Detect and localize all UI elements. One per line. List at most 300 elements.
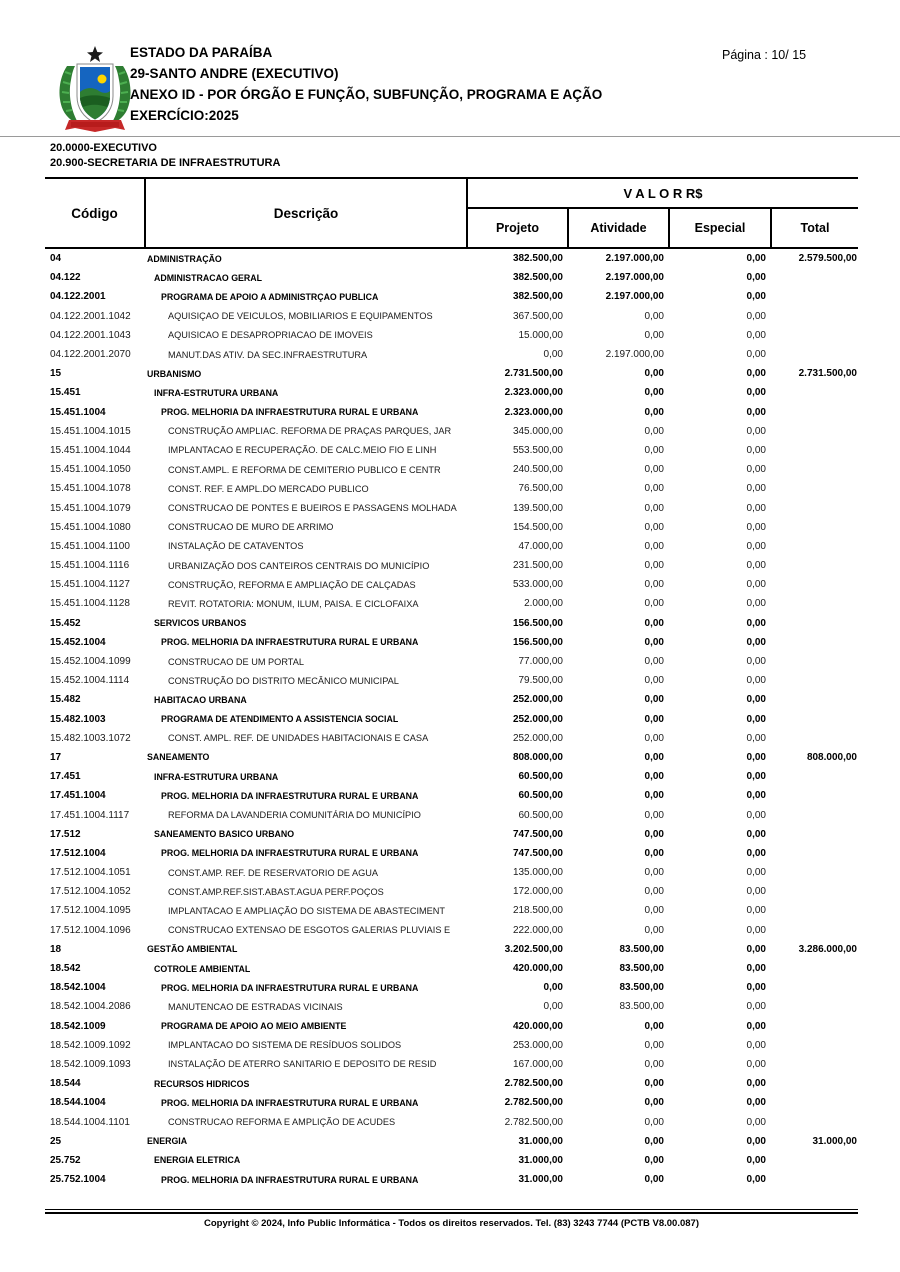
row-description: CONST.AMP.REF.SIST.ABAST.AGUA PERF.POÇOS xyxy=(168,886,384,897)
cell-projeto: 420.000,00 xyxy=(512,963,563,975)
cell-projeto: 420.000,00 xyxy=(512,1020,563,1032)
cell-atividade: 83.500,00 xyxy=(619,943,664,955)
table-row xyxy=(45,901,858,920)
table-row xyxy=(45,594,858,613)
row-code: 18.544.1004 xyxy=(50,1097,106,1109)
cell-especial: 0,00 xyxy=(746,425,766,437)
row-description: SANEAMENTO xyxy=(147,752,210,763)
row-code: 04.122.2001.1043 xyxy=(50,329,131,341)
cell-especial: 0,00 xyxy=(746,732,766,744)
budget-table xyxy=(45,177,858,1189)
row-description: PROG. MELHORIA DA INFRAESTRUTURA RURAL E URBANA xyxy=(161,637,419,648)
cell-atividade: 0,00 xyxy=(644,713,664,725)
cell-atividade: 0,00 xyxy=(644,560,664,572)
cell-atividade: 0,00 xyxy=(644,1154,664,1166)
header-exercise: EXERCÍCIO:2025 xyxy=(130,108,239,123)
row-description: INFRA-ESTRUTURA URBANA xyxy=(154,771,279,782)
row-description: COTROLE AMBIENTAL xyxy=(154,963,251,974)
cell-especial: 0,00 xyxy=(746,406,766,418)
row-code: 17 xyxy=(50,751,62,763)
table-row xyxy=(45,326,858,345)
row-code: 18.542.1009.1093 xyxy=(50,1058,131,1070)
cell-projeto: 252.000,00 xyxy=(512,713,563,725)
cell-atividade: 2.197.000,00 xyxy=(605,272,664,284)
cell-projeto: 15.000,00 xyxy=(518,329,563,341)
column-header-projeto: Projeto xyxy=(468,209,569,247)
cell-projeto: 47.000,00 xyxy=(518,540,563,552)
budget-table-body xyxy=(45,249,858,1189)
cell-atividade: 0,00 xyxy=(644,502,664,514)
cell-atividade: 83.500,00 xyxy=(619,963,664,975)
table-row xyxy=(45,364,858,383)
cell-atividade: 0,00 xyxy=(644,464,664,476)
cell-projeto: 167.000,00 xyxy=(512,1058,563,1070)
cell-atividade: 0,00 xyxy=(644,1058,664,1070)
cell-projeto: 253.000,00 xyxy=(512,1039,563,1051)
cell-especial: 0,00 xyxy=(746,982,766,994)
cell-especial: 0,00 xyxy=(746,790,766,802)
row-description: SANEAMENTO BASICO URBANO xyxy=(154,829,295,840)
row-description: ENERGIA xyxy=(147,1136,188,1147)
row-code: 18.542.1009.1092 xyxy=(50,1039,131,1051)
cell-especial: 0,00 xyxy=(746,387,766,399)
row-description: CONST.AMP. REF. DE RESERVATORIO DE AGUA xyxy=(168,867,378,878)
row-code: 04 xyxy=(50,253,62,265)
row-description: HABITACAO URBANA xyxy=(154,694,247,705)
cell-especial: 0,00 xyxy=(746,579,766,591)
budget-table-header xyxy=(45,177,858,249)
table-row xyxy=(45,403,858,422)
cell-atividade: 0,00 xyxy=(644,847,664,859)
cell-projeto: 2.323.000,00 xyxy=(504,387,563,399)
cell-especial: 0,00 xyxy=(746,924,766,936)
table-row xyxy=(45,882,858,901)
row-description: URBANIZAÇÃO DOS CANTEIROS CENTRAIS DO MUNICÍPIO xyxy=(168,560,430,571)
cell-projeto: 31.000,00 xyxy=(518,1135,563,1147)
row-code: 17.512.1004.1052 xyxy=(50,886,131,898)
document-header xyxy=(130,42,602,126)
cell-especial: 0,00 xyxy=(746,368,766,380)
row-code: 15.482 xyxy=(50,694,81,706)
row-description: CONST. AMPL. REF. DE UNIDADES HABITACIONAIS E CASA xyxy=(168,733,429,744)
row-code: 15.482.1003 xyxy=(50,713,106,725)
cell-projeto: 2.731.500,00 xyxy=(504,368,563,380)
cell-atividade: 0,00 xyxy=(644,905,664,917)
cell-projeto: 0,00 xyxy=(543,1001,563,1013)
table-row xyxy=(45,460,858,479)
cell-projeto: 218.500,00 xyxy=(512,905,563,917)
cell-projeto: 2.782.500,00 xyxy=(504,1078,563,1090)
cell-especial: 0,00 xyxy=(746,540,766,552)
row-description: CONSTRUÇÃO, REFORMA E AMPLIAÇÃO DE CALÇADAS xyxy=(168,579,416,590)
row-description: URBANISMO xyxy=(147,368,202,379)
cell-atividade: 0,00 xyxy=(644,444,664,456)
row-code: 15.451.1004.1116 xyxy=(50,560,130,572)
table-row xyxy=(45,614,858,633)
cell-especial: 0,00 xyxy=(746,1020,766,1032)
cell-especial: 0,00 xyxy=(746,694,766,706)
cell-atividade: 0,00 xyxy=(644,809,664,821)
cell-projeto: 156.500,00 xyxy=(512,636,563,648)
row-description: INSTALAÇÃO DE CATAVENTOS xyxy=(168,541,304,552)
row-code: 17.512.1004 xyxy=(50,847,106,859)
cell-projeto: 31.000,00 xyxy=(518,1174,563,1186)
cell-atividade: 0,00 xyxy=(644,732,664,744)
cell-atividade: 0,00 xyxy=(644,636,664,648)
row-code: 25.752.1004 xyxy=(50,1174,106,1186)
table-row xyxy=(45,671,858,690)
row-description: CONSTRUÇÃO DO DISTRITO MECÂNICO MUNICIPAL xyxy=(168,675,399,686)
row-code: 17.512.1004.1051 xyxy=(50,867,131,879)
table-row xyxy=(45,1036,858,1055)
cell-projeto: 31.000,00 xyxy=(518,1154,563,1166)
row-description: PROG. MELHORIA DA INFRAESTRUTURA RURAL E URBANA xyxy=(161,1097,419,1108)
row-code: 15.452.1004 xyxy=(50,636,106,648)
row-description: CONSTRUCAO DE UM PORTAL xyxy=(168,656,304,667)
cell-projeto: 231.500,00 xyxy=(512,560,563,572)
row-description: GESTÃO AMBIENTAL xyxy=(147,944,238,955)
cell-atividade: 0,00 xyxy=(644,886,664,898)
cell-especial: 0,00 xyxy=(746,713,766,725)
row-description: PROG. MELHORIA DA INFRAESTRUTURA RURAL E URBANA xyxy=(161,407,419,418)
table-row xyxy=(45,844,858,863)
copyright-footer: Copyright © 2024, Info Public Informática - Todos os direitos reservados. Tel. (83) 3243 7744 (PCTB V8.00.087) xyxy=(204,1218,699,1229)
cell-especial: 0,00 xyxy=(746,598,766,610)
column-header-total: Total xyxy=(800,221,830,235)
cell-especial: 0,00 xyxy=(746,828,766,840)
row-description: REFORMA DA LAVANDERIA COMUNITÁRIA DO MUNICÍPIO xyxy=(168,810,421,821)
cell-especial: 0,00 xyxy=(746,1039,766,1051)
cell-projeto: 222.000,00 xyxy=(512,924,563,936)
cell-especial: 0,00 xyxy=(746,329,766,341)
row-description: CONST. REF. E AMPL.DO MERCADO PUBLICO xyxy=(168,483,369,494)
cell-atividade: 0,00 xyxy=(644,368,664,380)
cell-atividade: 83.500,00 xyxy=(619,1001,664,1013)
row-description: CONSTRUCAO DE PONTES E BUEIROS E PASSAGENS MOLHADA xyxy=(168,503,457,514)
cell-projeto: 0,00 xyxy=(543,982,563,994)
table-row xyxy=(45,959,858,978)
cell-especial: 0,00 xyxy=(746,253,766,265)
header-state: ESTADO DA PARAÍBA xyxy=(130,45,273,60)
cell-especial: 0,00 xyxy=(746,867,766,879)
cell-projeto: 252.000,00 xyxy=(512,694,563,706)
table-row xyxy=(45,1074,858,1093)
row-code: 15.451.1004.1127 xyxy=(50,579,130,591)
row-code: 15 xyxy=(50,368,62,380)
cell-especial: 0,00 xyxy=(746,349,766,361)
organ-block xyxy=(50,141,280,171)
cell-projeto: 77.000,00 xyxy=(518,656,563,668)
table-row xyxy=(45,863,858,882)
cell-atividade: 0,00 xyxy=(644,694,664,706)
row-code: 15.452.1004.1114 xyxy=(50,675,130,687)
row-code: 18.542 xyxy=(50,963,81,975)
row-code: 04.122.2001 xyxy=(50,291,106,303)
row-code: 15.451.1004.1080 xyxy=(50,521,131,533)
cell-projeto: 139.500,00 xyxy=(512,502,563,514)
table-row xyxy=(45,940,858,959)
row-description: SERVICOS URBANOS xyxy=(154,618,247,629)
row-code: 17.512.1004.1095 xyxy=(50,905,131,917)
table-bottom-rule xyxy=(45,1209,858,1214)
row-description: IMPLANTACAO DO SISTEMA DE RESÍDUOS SOLIDOS xyxy=(168,1040,402,1051)
row-description: CONSTRUÇÃO AMPLIAC. REFORMA DE PRAÇAS PARQUES, JAR xyxy=(168,426,452,437)
cell-atividade: 0,00 xyxy=(644,521,664,533)
row-code: 18.544.1004.1101 xyxy=(50,1116,130,1128)
row-code: 15.451.1004.1100 xyxy=(50,540,130,552)
cell-projeto: 2.323.000,00 xyxy=(504,406,563,418)
header-annex: ANEXO ID - POR ÓRGÃO E FUNÇÃO, SUBFUNÇÃO, PROGRAMA E AÇÃO xyxy=(130,87,603,102)
table-row xyxy=(45,748,858,767)
row-description: MANUTENCAO DE ESTRADAS VICINAIS xyxy=(168,1001,343,1012)
row-description: CONSTRUCAO EXTENSAO DE ESGOTOS GALERIAS PLUVIAIS E xyxy=(168,925,451,936)
cell-projeto: 135.000,00 xyxy=(512,867,563,879)
cell-projeto: 240.500,00 xyxy=(512,464,563,476)
table-row xyxy=(45,1112,858,1131)
column-header-valor: V A L O R R$ xyxy=(468,179,858,209)
cell-projeto: 79.500,00 xyxy=(518,675,563,687)
cell-projeto: 252.000,00 xyxy=(512,732,563,744)
cell-especial: 0,00 xyxy=(746,1078,766,1090)
table-row xyxy=(45,268,858,287)
cell-projeto: 345.000,00 xyxy=(512,425,563,437)
row-description: PROGRAMA DE APOIO AO MEIO AMBIENTE xyxy=(161,1021,347,1032)
row-description: AQUISICAO E DESAPROPRIACAO DE IMOVEIS xyxy=(168,330,373,341)
row-code: 25 xyxy=(50,1135,62,1147)
table-row xyxy=(45,479,858,498)
cell-projeto: 60.500,00 xyxy=(518,790,563,802)
cell-atividade: 0,00 xyxy=(644,425,664,437)
cell-especial: 0,00 xyxy=(746,464,766,476)
cell-projeto: 76.500,00 xyxy=(518,483,563,495)
row-description: CONSTRUCAO DE MURO DE ARRIMO xyxy=(168,522,334,533)
cell-especial: 0,00 xyxy=(746,1058,766,1070)
table-row xyxy=(45,518,858,537)
column-header-especial: Especial xyxy=(670,209,772,247)
cell-especial: 0,00 xyxy=(746,521,766,533)
row-description: IMPLANTACAO E AMPLIAÇÃO DO SISTEMA DE ABASTECIMENT xyxy=(168,905,446,916)
row-description: REVIT. ROTATORIA: MONUM, ILUM, PAISA. E CICLOFAIXA xyxy=(168,598,419,609)
table-row xyxy=(45,345,858,364)
table-row xyxy=(45,307,858,326)
cell-atividade: 2.197.000,00 xyxy=(605,291,664,303)
cell-projeto: 0,00 xyxy=(543,349,563,361)
cell-atividade: 83.500,00 xyxy=(619,982,664,994)
table-row xyxy=(45,422,858,441)
table-row xyxy=(45,767,858,786)
cell-total: 2.731.500,00 xyxy=(798,368,857,380)
organ-line-secretaria: 20.900-SECRETARIA DE INFRAESTRUTURA xyxy=(50,157,281,169)
cell-especial: 0,00 xyxy=(746,502,766,514)
cell-atividade: 0,00 xyxy=(644,310,664,322)
cell-atividade: 0,00 xyxy=(644,656,664,668)
cell-especial: 0,00 xyxy=(746,310,766,322)
cell-especial: 0,00 xyxy=(746,483,766,495)
table-row xyxy=(45,652,858,671)
cell-total: 2.579.500,00 xyxy=(798,253,857,265)
cell-especial: 0,00 xyxy=(746,1001,766,1013)
cell-projeto: 533.000,00 xyxy=(512,579,563,591)
cell-especial: 0,00 xyxy=(746,1135,766,1147)
cell-projeto: 2.782.500,00 xyxy=(504,1097,563,1109)
cell-atividade: 0,00 xyxy=(644,1097,664,1109)
row-code: 15.451.1004.1044 xyxy=(50,444,131,456)
cell-atividade: 0,00 xyxy=(644,828,664,840)
table-row xyxy=(45,805,858,824)
row-code: 15.451.1004.1078 xyxy=(50,483,131,495)
row-code: 18.542.1004 xyxy=(50,982,106,994)
cell-atividade: 0,00 xyxy=(644,406,664,418)
cell-projeto: 382.500,00 xyxy=(512,291,563,303)
row-description: PROG. MELHORIA DA INFRAESTRUTURA RURAL E URBANA xyxy=(161,1174,419,1185)
row-code: 15.451.1004.1050 xyxy=(50,464,131,476)
table-row xyxy=(45,1093,858,1112)
row-code: 04.122 xyxy=(50,272,81,284)
row-code: 17.512.1004.1096 xyxy=(50,924,131,936)
cell-projeto: 2.782.500,00 xyxy=(504,1116,563,1128)
cell-atividade: 0,00 xyxy=(644,387,664,399)
table-row xyxy=(45,997,858,1016)
row-code: 17.451.1004 xyxy=(50,790,106,802)
cell-especial: 0,00 xyxy=(746,905,766,917)
cell-atividade: 0,00 xyxy=(644,1116,664,1128)
row-code: 04.122.2001.1042 xyxy=(50,310,131,322)
table-row xyxy=(45,1055,858,1074)
column-header-codigo: Código xyxy=(45,179,146,247)
cell-especial: 0,00 xyxy=(746,272,766,284)
row-code: 15.451.1004.1128 xyxy=(50,598,130,610)
cell-atividade: 0,00 xyxy=(644,540,664,552)
cell-especial: 0,00 xyxy=(746,847,766,859)
table-row xyxy=(45,383,858,402)
row-code: 25.752 xyxy=(50,1154,81,1166)
cell-especial: 0,00 xyxy=(746,1174,766,1186)
cell-projeto: 747.500,00 xyxy=(512,828,563,840)
column-header-atividade: Atividade xyxy=(569,209,670,247)
row-code: 15.451.1004 xyxy=(50,406,106,418)
cell-especial: 0,00 xyxy=(746,291,766,303)
table-row xyxy=(45,710,858,729)
cell-especial: 0,00 xyxy=(746,751,766,763)
cell-atividade: 0,00 xyxy=(644,924,664,936)
cell-atividade: 0,00 xyxy=(644,1039,664,1051)
row-description: IMPLANTACAO E RECUPERAÇÃO. DE CALC.MEIO FIO E LINH xyxy=(168,445,437,456)
table-row xyxy=(45,1151,858,1170)
cell-atividade: 2.197.000,00 xyxy=(605,349,664,361)
table-row xyxy=(45,1132,858,1151)
cell-atividade: 0,00 xyxy=(644,790,664,802)
cell-projeto: 747.500,00 xyxy=(512,847,563,859)
cell-atividade: 0,00 xyxy=(644,329,664,341)
cell-atividade: 0,00 xyxy=(644,771,664,783)
cell-projeto: 367.500,00 xyxy=(512,310,563,322)
cell-especial: 0,00 xyxy=(746,886,766,898)
table-row xyxy=(45,921,858,940)
cell-atividade: 0,00 xyxy=(644,751,664,763)
table-row xyxy=(45,537,858,556)
row-description: ADMINISTRACAO GERAL xyxy=(154,272,263,283)
cell-total: 31.000,00 xyxy=(812,1135,857,1147)
table-row xyxy=(45,441,858,460)
cell-especial: 0,00 xyxy=(746,560,766,572)
cell-especial: 0,00 xyxy=(746,809,766,821)
row-code: 17.512 xyxy=(50,828,81,840)
cell-atividade: 0,00 xyxy=(644,483,664,495)
table-row xyxy=(45,786,858,805)
row-description: ENERGIA ELETRICA xyxy=(154,1155,241,1166)
cell-especial: 0,00 xyxy=(746,617,766,629)
cell-especial: 0,00 xyxy=(746,675,766,687)
cell-especial: 0,00 xyxy=(746,656,766,668)
row-code: 18 xyxy=(50,943,62,955)
row-description: ADMINISTRAÇÃO xyxy=(147,253,222,264)
row-description: INSTALAÇÃO DE ATERRO SANITARIO E DEPOSITO DE RESID xyxy=(168,1059,437,1070)
row-description: AQUISIÇAO DE VEICULOS, MOBILIARIOS E EQUIPAMENTOS xyxy=(168,311,433,322)
table-row xyxy=(45,575,858,594)
cell-projeto: 553.500,00 xyxy=(512,444,563,456)
row-description: CONSTRUCAO REFORMA E AMPLIÇÃO DE ACUDES xyxy=(168,1117,396,1128)
table-row xyxy=(45,690,858,709)
row-code: 17.451.1004.1117 xyxy=(50,809,130,821)
cell-projeto: 3.202.500,00 xyxy=(504,943,563,955)
row-description: PROG. MELHORIA DA INFRAESTRUTURA RURAL E URBANA xyxy=(161,790,419,801)
cell-especial: 0,00 xyxy=(746,1154,766,1166)
row-description: INFRA-ESTRUTURA URBANA xyxy=(154,387,279,398)
cell-atividade: 0,00 xyxy=(644,579,664,591)
cell-projeto: 382.500,00 xyxy=(512,272,563,284)
row-description: RECURSOS HIDRICOS xyxy=(154,1078,250,1089)
cell-atividade: 0,00 xyxy=(644,675,664,687)
header-divider xyxy=(0,136,900,137)
table-row xyxy=(45,249,858,268)
cell-atividade: 2.197.000,00 xyxy=(605,253,664,265)
row-code: 15.451.1004.1015 xyxy=(50,425,131,437)
table-row xyxy=(45,825,858,844)
cell-especial: 0,00 xyxy=(746,771,766,783)
cell-total: 3.286.000,00 xyxy=(798,943,857,955)
cell-projeto: 808.000,00 xyxy=(512,751,563,763)
header-entity: 29-SANTO ANDRE (EXECUTIVO) xyxy=(130,66,339,81)
table-row xyxy=(45,1170,858,1189)
cell-atividade: 0,00 xyxy=(644,867,664,879)
row-code: 18.544 xyxy=(50,1078,81,1090)
cell-projeto: 2.000,00 xyxy=(524,598,563,610)
cell-especial: 0,00 xyxy=(746,963,766,975)
cell-atividade: 0,00 xyxy=(644,1020,664,1032)
row-code: 15.482.1003.1072 xyxy=(50,732,131,744)
row-code: 15.452 xyxy=(50,617,81,629)
column-header-descricao: Descrição xyxy=(146,179,468,247)
cell-projeto: 172.000,00 xyxy=(512,886,563,898)
cell-especial: 0,00 xyxy=(746,1116,766,1128)
cell-atividade: 0,00 xyxy=(644,1174,664,1186)
row-code: 15.452.1004.1099 xyxy=(50,656,131,668)
table-row xyxy=(45,1017,858,1036)
organ-line-executivo: 20.0000-EXECUTIVO xyxy=(50,142,157,154)
row-description: PROG. MELHORIA DA INFRAESTRUTURA RURAL E URBANA xyxy=(161,982,419,993)
cell-especial: 0,00 xyxy=(746,943,766,955)
row-code: 04.122.2001.2070 xyxy=(50,349,131,361)
cell-projeto: 60.500,00 xyxy=(518,771,563,783)
row-description: PROGRAMA DE APOIO A ADMINISTRÇAO PUBLICA xyxy=(161,291,379,302)
table-row xyxy=(45,498,858,517)
table-row xyxy=(45,729,858,748)
row-description: MANUT.DAS ATIV. DA SEC.INFRAESTRUTURA xyxy=(168,349,368,360)
table-row xyxy=(45,633,858,652)
paraiba-coat-of-arms-icon xyxy=(55,44,135,136)
row-code: 15.451.1004.1079 xyxy=(50,502,131,514)
cell-especial: 0,00 xyxy=(746,1097,766,1109)
